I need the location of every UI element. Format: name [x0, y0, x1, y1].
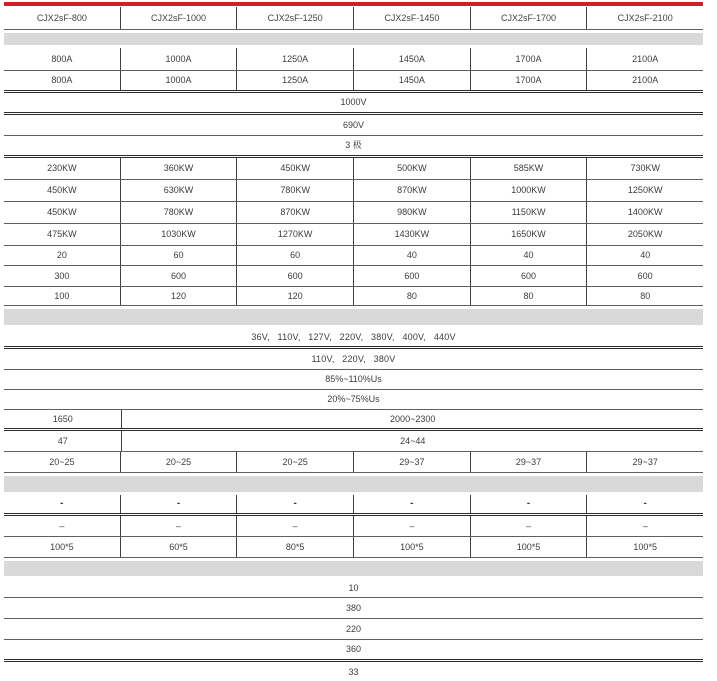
table-cell: 29~37: [586, 452, 703, 472]
table-row: [4, 93, 703, 115]
table-cell: 1430KW: [353, 224, 470, 245]
table-row: [4, 202, 703, 224]
table-cell: 80*5: [236, 537, 353, 557]
table-cell: 3 极: [345, 140, 362, 150]
table-cell: 450KW: [236, 158, 353, 179]
table-cell: 60: [120, 246, 237, 265]
table-cell: 80: [470, 287, 587, 305]
table-cell: 600: [236, 266, 353, 286]
table-cell: 600: [353, 266, 470, 286]
table-cell: 60: [236, 246, 353, 265]
table-cell: 980KW: [353, 202, 470, 223]
table-cell: 630KW: [120, 180, 237, 201]
table-cell: 85%~110%Us: [325, 374, 382, 384]
table-row: [4, 224, 703, 246]
table-cell: 1000A: [120, 48, 237, 70]
table-row: [4, 71, 703, 93]
table-cell: 360: [345, 644, 362, 654]
table-cell: 20%~75%Us: [327, 394, 380, 404]
table-cell: 47: [57, 435, 68, 446]
table-cell: 29~37: [353, 452, 470, 472]
table-cell: -: [236, 495, 353, 513]
gray-band: [4, 309, 703, 325]
table-row: [4, 619, 703, 640]
table-cell: 2000~2300: [121, 410, 703, 428]
table-cell: 10: [348, 582, 359, 593]
table-cell: 230KW: [47, 163, 77, 173]
table-cell: 1250A: [236, 71, 353, 90]
gray-band: [4, 33, 703, 45]
table-cell: 40: [353, 246, 470, 265]
table-cell: 475KW: [47, 229, 77, 239]
table-cell: 780KW: [120, 202, 237, 223]
table-cell: 80: [353, 287, 470, 305]
table-cell: 100: [54, 290, 70, 301]
table-cell: 690V: [342, 119, 365, 130]
table-cell: 120: [120, 287, 237, 305]
table-cell: –: [59, 520, 65, 531]
table-cell: 1650: [52, 413, 73, 424]
top-accent-bar: [4, 2, 703, 6]
table-cell: -: [586, 495, 703, 513]
table-cell: 1000A: [120, 71, 237, 90]
table-row: [4, 266, 703, 287]
table-cell: 33: [348, 667, 359, 677]
table-cell: 1700A: [470, 48, 587, 70]
table-row: [4, 370, 703, 390]
table-cell: 100*5: [50, 541, 74, 552]
table-cell: –: [236, 516, 353, 536]
table-row: [4, 495, 703, 516]
table-row: [4, 390, 703, 410]
table-cell: 220: [345, 623, 362, 634]
table-row: [4, 452, 703, 473]
separator-row: [4, 30, 703, 48]
table-cell: –: [586, 516, 703, 536]
table-cell: 120: [236, 287, 353, 305]
table-row: [4, 640, 703, 662]
table-cell: 1250A: [236, 48, 353, 70]
table-cell: 870KW: [236, 202, 353, 223]
spec-table: [4, 7, 703, 681]
table-row: [4, 136, 703, 158]
column-header: CJX2sF-1450: [353, 7, 470, 29]
separator-row: [4, 558, 703, 579]
table-row: [4, 328, 703, 349]
table-cell: 2100A: [586, 48, 703, 70]
table-row: [4, 349, 703, 370]
header-row: [4, 7, 703, 30]
column-header: CJX2sF-1250: [236, 7, 353, 29]
table-cell: 36V, 110V, 127V, 220V, 380V, 400V, 440V: [251, 331, 456, 342]
table-cell: 800A: [51, 75, 73, 85]
table-cell: 500KW: [353, 158, 470, 179]
table-cell: 1030KW: [120, 224, 237, 245]
column-header: CJX2sF-1000: [120, 7, 237, 29]
table-cell: -: [60, 498, 64, 509]
table-row: [4, 410, 703, 431]
table-row: [4, 598, 703, 619]
table-row: [4, 246, 703, 266]
table-cell: –: [470, 516, 587, 536]
table-cell: 40: [470, 246, 587, 265]
table-cell: 100*5: [353, 537, 470, 557]
table-cell: 380: [345, 602, 362, 613]
table-cell: 100*5: [470, 537, 587, 557]
table-row: [4, 537, 703, 558]
separator-row: [4, 306, 703, 328]
table-cell: 1450A: [353, 48, 470, 70]
table-cell: -: [120, 495, 237, 513]
table-cell: 1000KW: [470, 180, 587, 201]
table-cell: 24~44: [121, 431, 703, 451]
table-cell: 1270KW: [236, 224, 353, 245]
table-row: [4, 287, 703, 306]
table-cell: 20~25: [236, 452, 353, 472]
column-header: CJX2sF-2100: [586, 7, 703, 29]
table-row: [4, 180, 703, 202]
table-row: [4, 115, 703, 136]
table-cell: 1150KW: [470, 202, 587, 223]
table-cell: 29~37: [470, 452, 587, 472]
table-cell: 2050KW: [586, 224, 703, 245]
table-cell: 1000V: [340, 97, 367, 107]
separator-row: [4, 473, 703, 495]
column-header: CJX2sF-800: [36, 12, 87, 23]
table-cell: 600: [120, 266, 237, 286]
table-row: [4, 431, 703, 452]
gray-band: [4, 476, 703, 492]
table-cell: 100*5: [586, 537, 703, 557]
table-cell: 1650KW: [470, 224, 587, 245]
table-cell: –: [353, 516, 470, 536]
table-cell: 600: [470, 266, 587, 286]
table-row: [4, 662, 703, 681]
table-cell: 1450A: [353, 71, 470, 90]
table-cell: 300: [54, 270, 70, 281]
table-cell: 1250KW: [586, 180, 703, 201]
table-cell: 40: [586, 246, 703, 265]
table-cell: 1400KW: [586, 202, 703, 223]
table-cell: -: [470, 495, 587, 513]
table-cell: 360KW: [120, 158, 237, 179]
table-cell: 20~25: [49, 456, 75, 467]
column-header: CJX2sF-1700: [470, 7, 587, 29]
table-row: [4, 48, 703, 71]
table-cell: 800A: [51, 53, 73, 64]
table-cell: 20: [56, 250, 67, 260]
table-cell: 60*5: [120, 537, 237, 557]
table-cell: 780KW: [236, 180, 353, 201]
table-cell: 450KW: [47, 185, 77, 195]
table-row: [4, 579, 703, 598]
table-cell: 1700A: [470, 71, 587, 90]
gray-band: [4, 561, 703, 576]
table-cell: 585KW: [470, 158, 587, 179]
table-cell: 450KW: [47, 207, 77, 217]
table-cell: 600: [586, 266, 703, 286]
table-cell: –: [120, 516, 237, 536]
table-cell: 2100A: [586, 71, 703, 90]
table-row: [4, 516, 703, 537]
table-cell: 730KW: [586, 158, 703, 179]
table-row: [4, 158, 703, 180]
table-cell: -: [353, 495, 470, 513]
table-cell: 110V, 220V, 380V: [311, 353, 396, 364]
table-cell: 80: [586, 287, 703, 305]
table-cell: 870KW: [353, 180, 470, 201]
table-cell: 20~25: [120, 452, 237, 472]
